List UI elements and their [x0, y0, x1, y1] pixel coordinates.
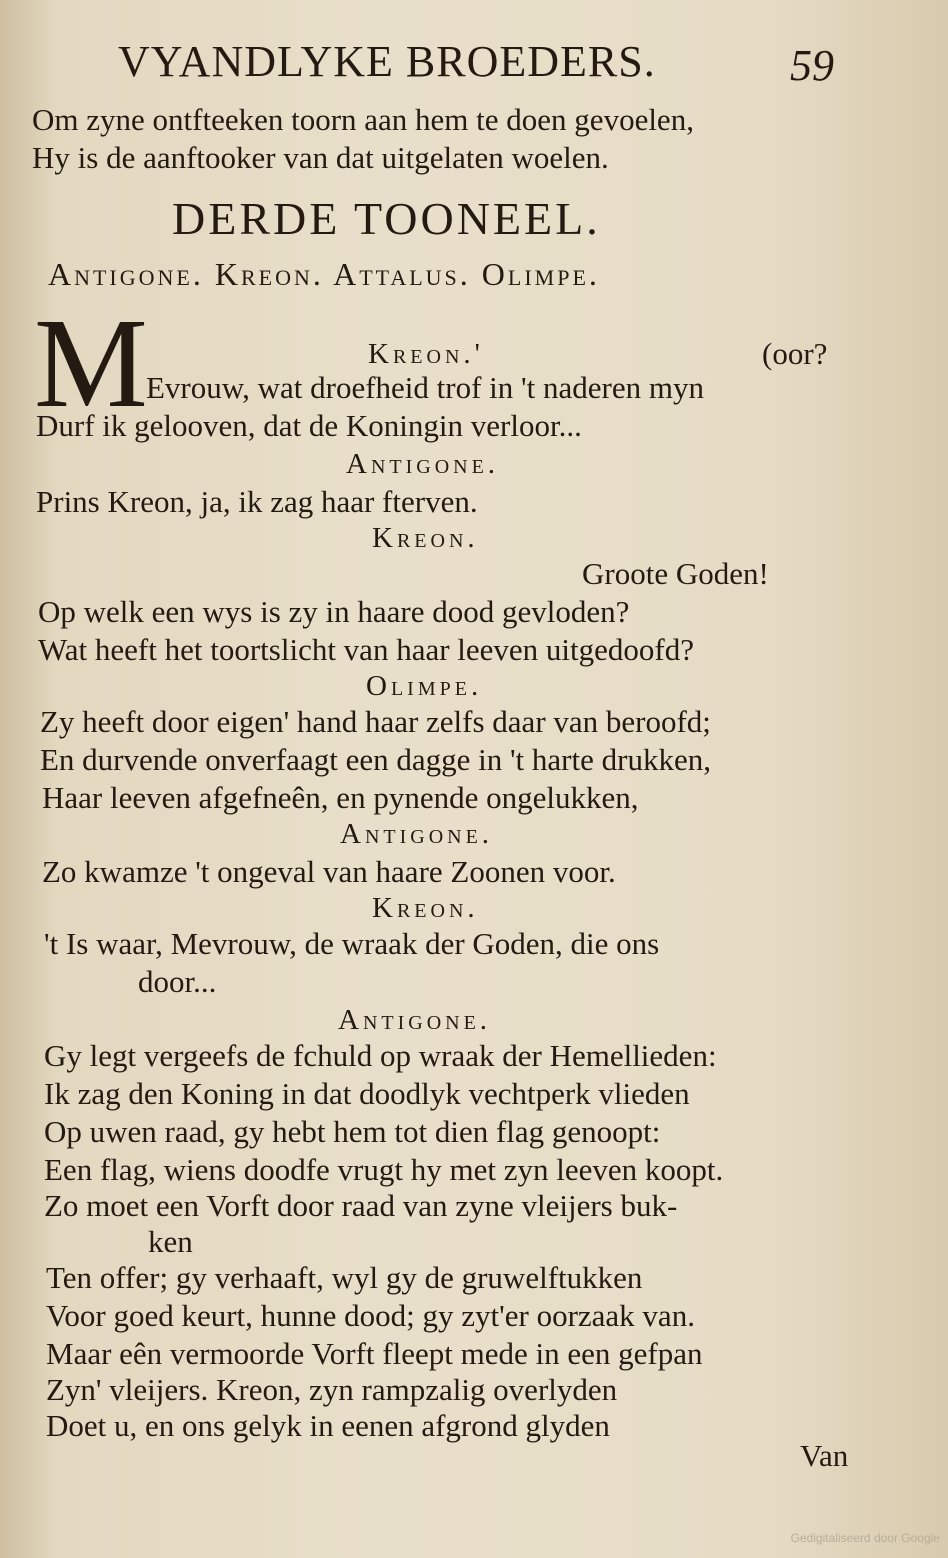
verse-line: Om zyne ontfteeken toorn aan hem te doen gevoelen, — [32, 102, 694, 137]
verse-line: Wat heeft het toortslicht van haar leeven uitgedoofd? — [38, 632, 694, 667]
verse-line: Zyn' vleijers. Kreon, zyn rampzalig overlyden — [46, 1372, 618, 1407]
verse-line: En durvende onverfaagt een dagge in 't harte drukken, — [40, 742, 711, 777]
speaker-name: Kreon.' — [368, 338, 484, 370]
verse-line: Een flag, wiens doodfe vrugt hy met zyn leeven koopt. — [44, 1152, 724, 1187]
digitization-watermark: Gedigitaliseerd door Google — [790, 1531, 940, 1545]
drop-cap: M — [34, 292, 148, 434]
speaker-name: Antigone. — [346, 448, 500, 480]
verse-line: Op welk een wys is zy in haare dood gevloden? — [38, 594, 630, 629]
speaker-name: Antigone. — [338, 1004, 492, 1036]
verse-line: Ten offer; gy verhaaft, wyl gy de gruwelftukken — [46, 1260, 643, 1295]
verse-line: Zo moet een Vorft door raad van zyne vleijers buk- — [44, 1188, 678, 1223]
verse-line-continuation: door... — [138, 964, 217, 999]
speaker-name: Antigone. — [340, 818, 494, 850]
page-number: 59 — [790, 41, 834, 90]
verse-line: Zo kwamze 't ongeval van haare Zoonen voor. — [42, 854, 616, 889]
scene-title: DERDE TOONEEL. — [172, 193, 601, 244]
verse-line: 't Is waar, Mevrouw, de wraak der Goden, die ons — [44, 926, 660, 961]
speaker-name: Kreon. — [372, 522, 479, 554]
verse-line: Maar eên vermoorde Vorft fleept mede in een gefpan — [46, 1336, 703, 1371]
speaker-name: Kreon. — [372, 892, 479, 924]
verse-line: Doet u, en ons gelyk in eenen afgrond glyden — [46, 1408, 610, 1443]
verse-line: Durf ik gelooven, dat de Koningin verloor... — [36, 408, 582, 443]
cast-list: Antigone. Kreon. Attalus. Olimpe. — [48, 256, 600, 292]
verse-line: Op uwen raad, gy hebt hem tot dien flag genoopt: — [44, 1114, 661, 1149]
speaker-name: Olimpe. — [366, 670, 483, 702]
verse-line: Hy is de aanftooker van dat uitgelaten woelen. — [32, 140, 609, 175]
verse-line: Evrouw, wat droefheid trof in 't naderen myn — [146, 370, 704, 405]
running-header: VYANDLYKE BROEDERS. — [118, 37, 656, 86]
verse-line: Zy heeft door eigen' hand haar zelfs daar van beroofd; — [40, 704, 711, 739]
verse-line-continuation: ken — [148, 1224, 193, 1259]
verse-line-overflow: (oor? — [762, 336, 828, 371]
verse-line: Voor goed keurt, hunne dood; gy zyt'er oorzaak van. — [46, 1298, 695, 1333]
verse-line: Groote Goden! — [582, 556, 769, 591]
verse-line: Haar leeven afgefneên, en pynende ongelukken, — [42, 780, 639, 815]
verse-line: Ik zag den Koning in dat doodlyk vechtperk vlieden — [44, 1076, 690, 1111]
verse-line: Gy legt vergeefs de fchuld op wraak der Hemellieden: — [44, 1038, 717, 1073]
verse-line: Prins Kreon, ja, ik zag haar fterven. — [36, 484, 478, 519]
catchword: Van — [800, 1438, 849, 1473]
